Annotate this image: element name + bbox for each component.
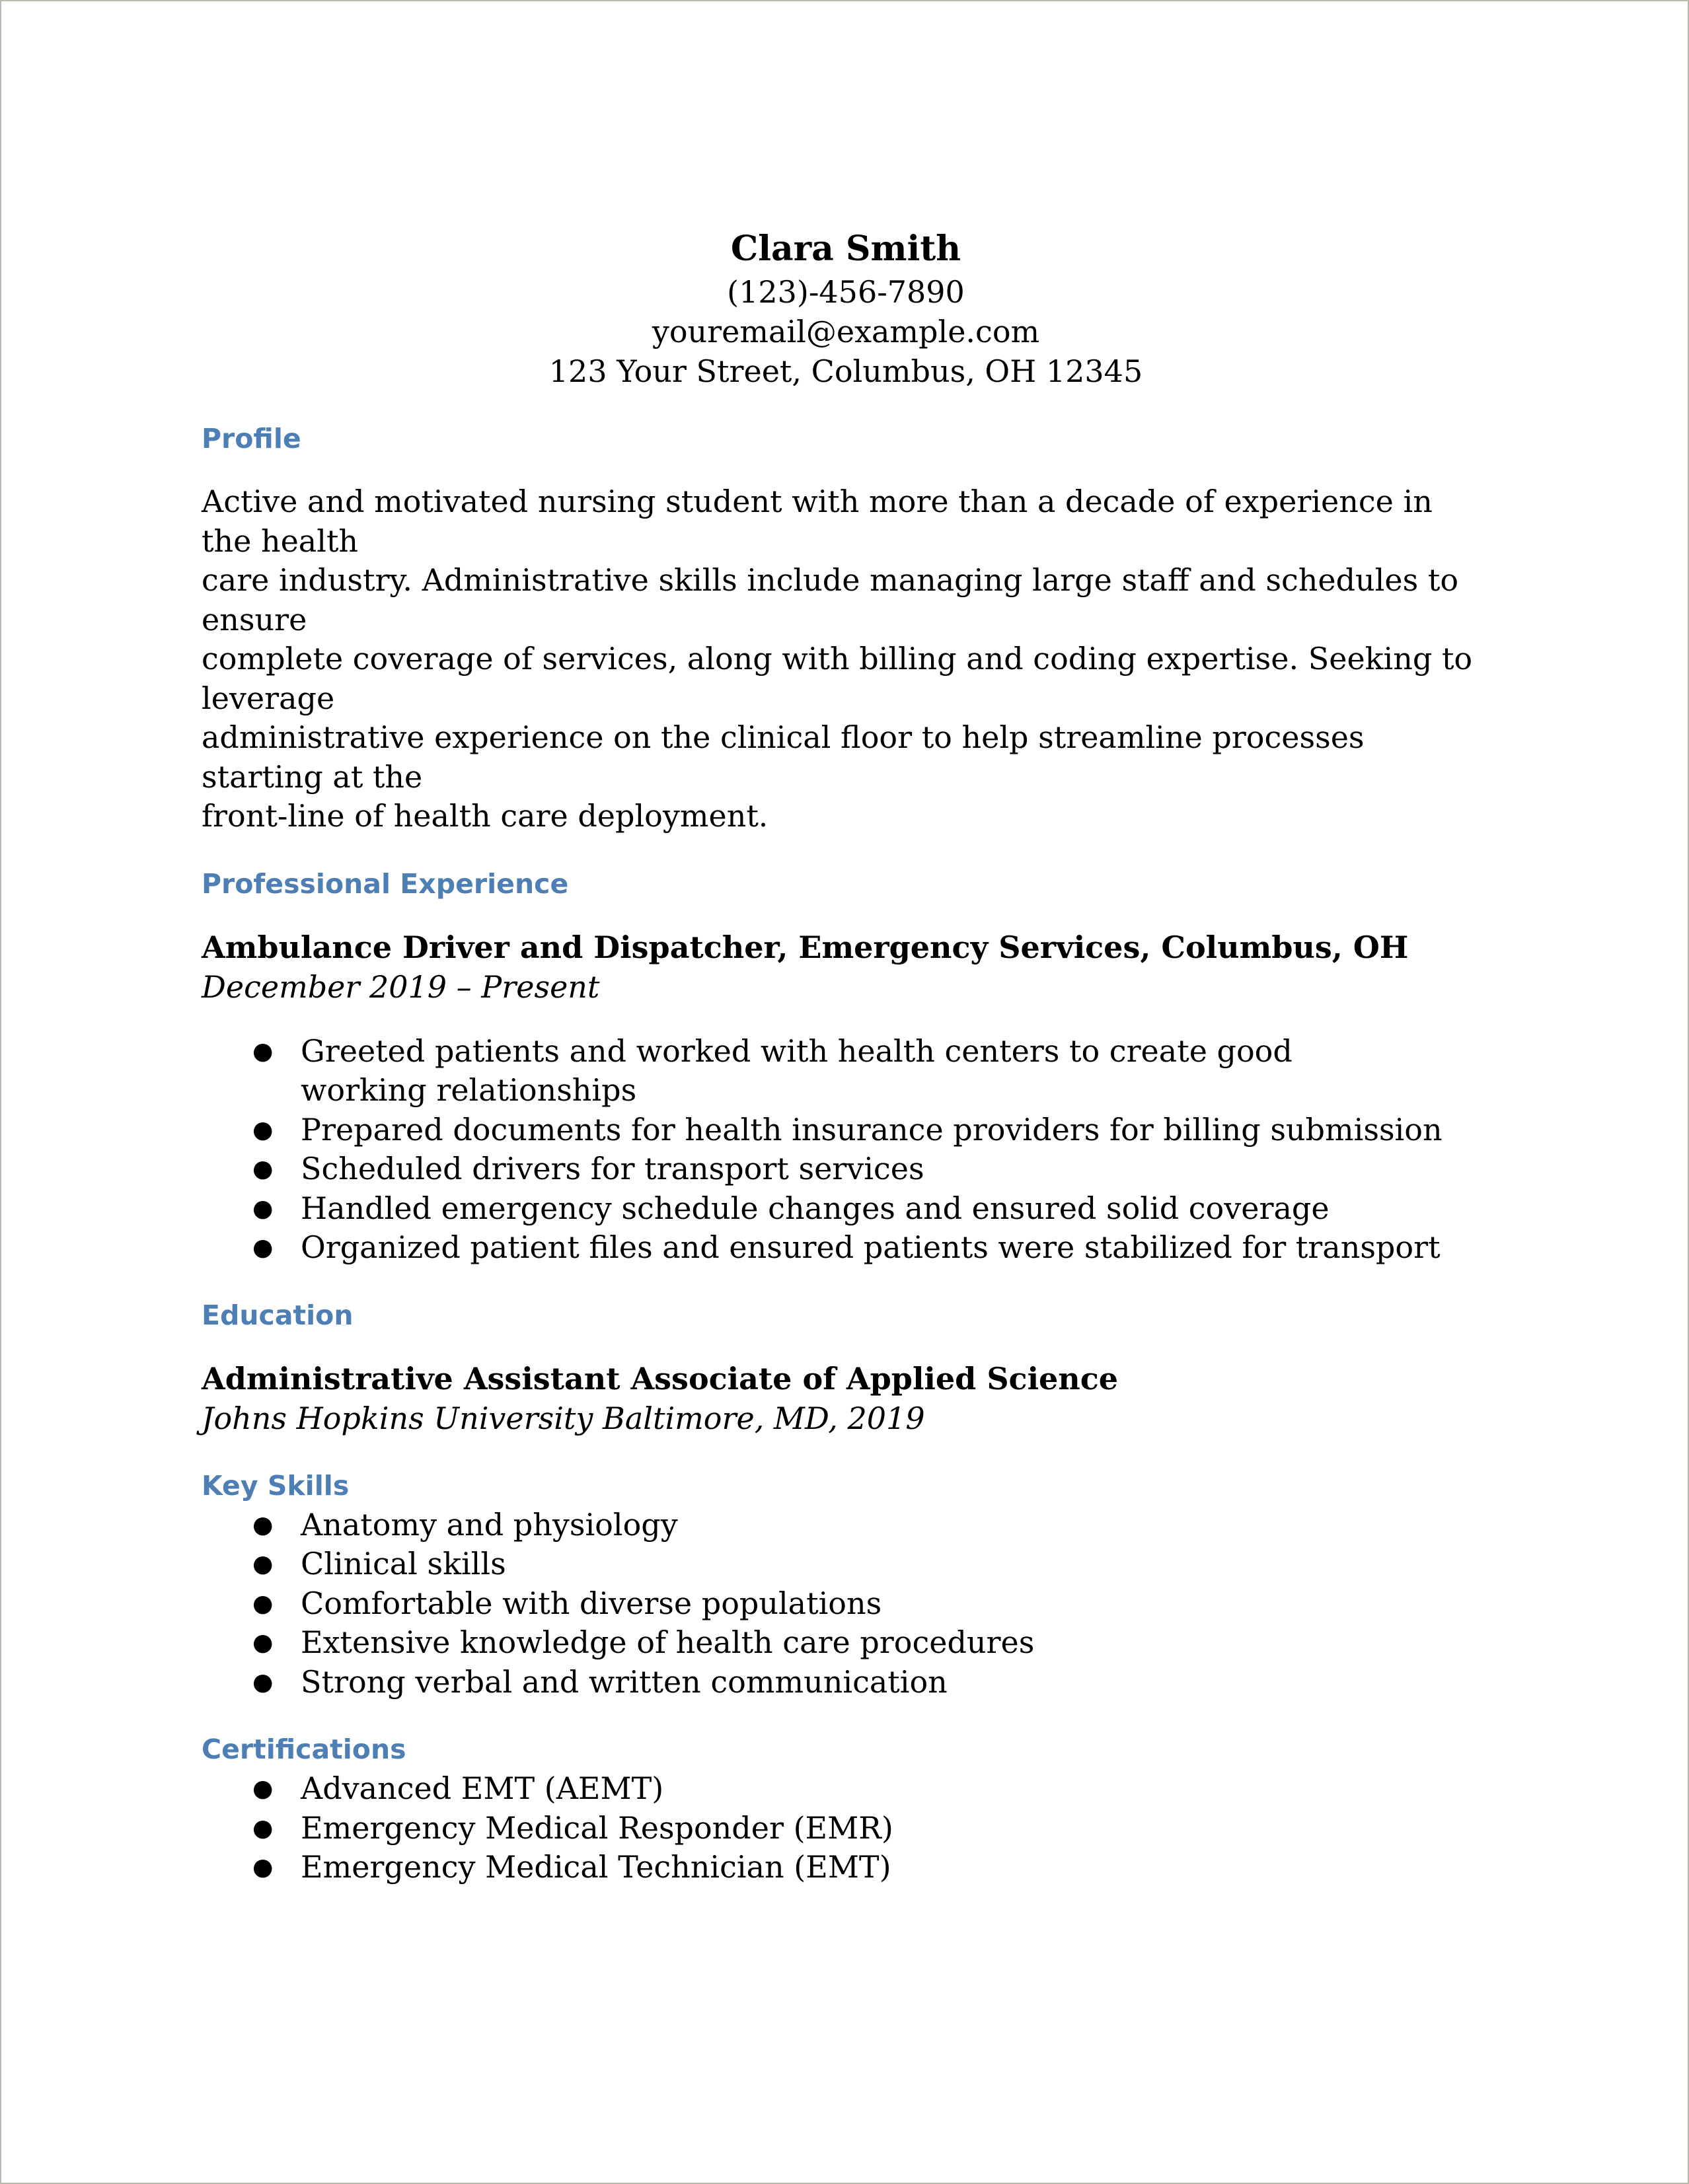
certification-text: Advanced EMT (AEMT) bbox=[301, 1770, 664, 1806]
experience-section bbox=[202, 864, 1490, 1268]
list-item bbox=[202, 1149, 1490, 1189]
list-item bbox=[202, 1848, 1490, 1887]
skill-text: Extensive knowledge of health care procedures bbox=[301, 1624, 1035, 1660]
list-item bbox=[202, 1545, 1490, 1584]
certification-text: Emergency Medical Technician (EMT) bbox=[301, 1849, 891, 1885]
list-item bbox=[202, 1032, 1358, 1110]
bullet-dot: ● bbox=[252, 1037, 274, 1065]
bullet-text: Prepared documents for health insurance providers for billing submission bbox=[301, 1111, 1443, 1147]
list-item bbox=[202, 1623, 1490, 1663]
list-item bbox=[202, 1506, 1490, 1545]
bullet-dot: ● bbox=[252, 1629, 274, 1656]
bullet-dot: ● bbox=[252, 1234, 274, 1261]
email-address: youremail@example.com bbox=[652, 314, 1040, 349]
candidate-name: Clara Smith bbox=[730, 229, 961, 269]
bullet-dot: ● bbox=[252, 1775, 274, 1802]
profile-line: care industry. Administrative skills include managing large staff and schedules to ensure bbox=[202, 562, 1459, 637]
profile-line: administrative experience on the clinical floor to help streamline processes starting at the bbox=[202, 719, 1365, 795]
resume bbox=[202, 226, 1490, 1887]
list-item bbox=[202, 1189, 1490, 1229]
list-item bbox=[202, 1228, 1490, 1268]
list-item bbox=[202, 1769, 1490, 1809]
bullet-dot: ● bbox=[252, 1511, 274, 1539]
bullet-text: Greeted patients and worked with health centers to create good working relationships bbox=[301, 1033, 1293, 1108]
list-item bbox=[202, 1110, 1490, 1150]
resume-header bbox=[202, 226, 1490, 391]
skill-text: Strong verbal and written communication bbox=[301, 1663, 948, 1700]
certifications-list bbox=[202, 1769, 1490, 1887]
degree-title: Administrative Assistant Associate of Applied Science bbox=[202, 1360, 1119, 1397]
bullet-dot: ● bbox=[252, 1668, 274, 1696]
bullet-dot: ● bbox=[252, 1155, 274, 1183]
bullet-dot: ● bbox=[252, 1589, 274, 1617]
street-address: 123 Your Street, Columbus, OH 12345 bbox=[548, 353, 1143, 389]
skill-text: Comfortable with diverse populations bbox=[301, 1585, 882, 1621]
bullet-dot: ● bbox=[252, 1116, 274, 1144]
skill-text: Clinical skills bbox=[301, 1546, 506, 1582]
skills-section bbox=[202, 1466, 1490, 1702]
phone-number: (123)-456-7890 bbox=[727, 274, 965, 310]
school-info: Johns Hopkins University Baltimore, MD, 2019 bbox=[202, 1400, 925, 1436]
experience-bullets bbox=[202, 1032, 1490, 1268]
profile-section bbox=[202, 419, 1490, 836]
profile-summary bbox=[202, 482, 1490, 836]
skill-text: Anatomy and physiology bbox=[301, 1506, 678, 1543]
list-item bbox=[202, 1809, 1490, 1848]
bullet-text: Organized patient files and ensured patients were stabilized for transport bbox=[301, 1229, 1441, 1265]
job-dates: December 2019 – Present bbox=[202, 968, 600, 1005]
list-item bbox=[202, 1663, 1490, 1702]
skills-heading: Key Skills bbox=[202, 1469, 350, 1502]
profile-line: complete coverage of services, along with billing and coding expertise. Seeking to leverage bbox=[202, 641, 1473, 716]
experience-heading: Professional Experience bbox=[202, 867, 569, 900]
bullet-text: Scheduled drivers for transport services bbox=[301, 1151, 924, 1186]
certification-text: Emergency Medical Responder (EMR) bbox=[301, 1809, 893, 1846]
profile-line: Active and motivated nursing student with more than a decade of experience in the health bbox=[202, 484, 1433, 559]
bullet-dot: ● bbox=[252, 1814, 274, 1842]
job-title: Ambulance Driver and Dispatcher, Emergency Services, Columbus, OH bbox=[202, 929, 1409, 965]
bullet-dot: ● bbox=[252, 1194, 274, 1222]
certifications-heading: Certifications bbox=[202, 1733, 406, 1765]
profile-line: front-line of health care deployment. bbox=[202, 798, 769, 834]
education-heading: Education bbox=[202, 1299, 354, 1331]
bullet-dot: ● bbox=[252, 1854, 274, 1881]
bullet-dot: ● bbox=[252, 1550, 274, 1578]
education-section bbox=[202, 1295, 1490, 1438]
skills-list bbox=[202, 1506, 1490, 1702]
bullet-text: Handled emergency schedule changes and ensured solid coverage bbox=[301, 1190, 1330, 1226]
certifications-section bbox=[202, 1729, 1490, 1887]
profile-heading: Profile bbox=[202, 423, 301, 455]
list-item bbox=[202, 1584, 1490, 1624]
